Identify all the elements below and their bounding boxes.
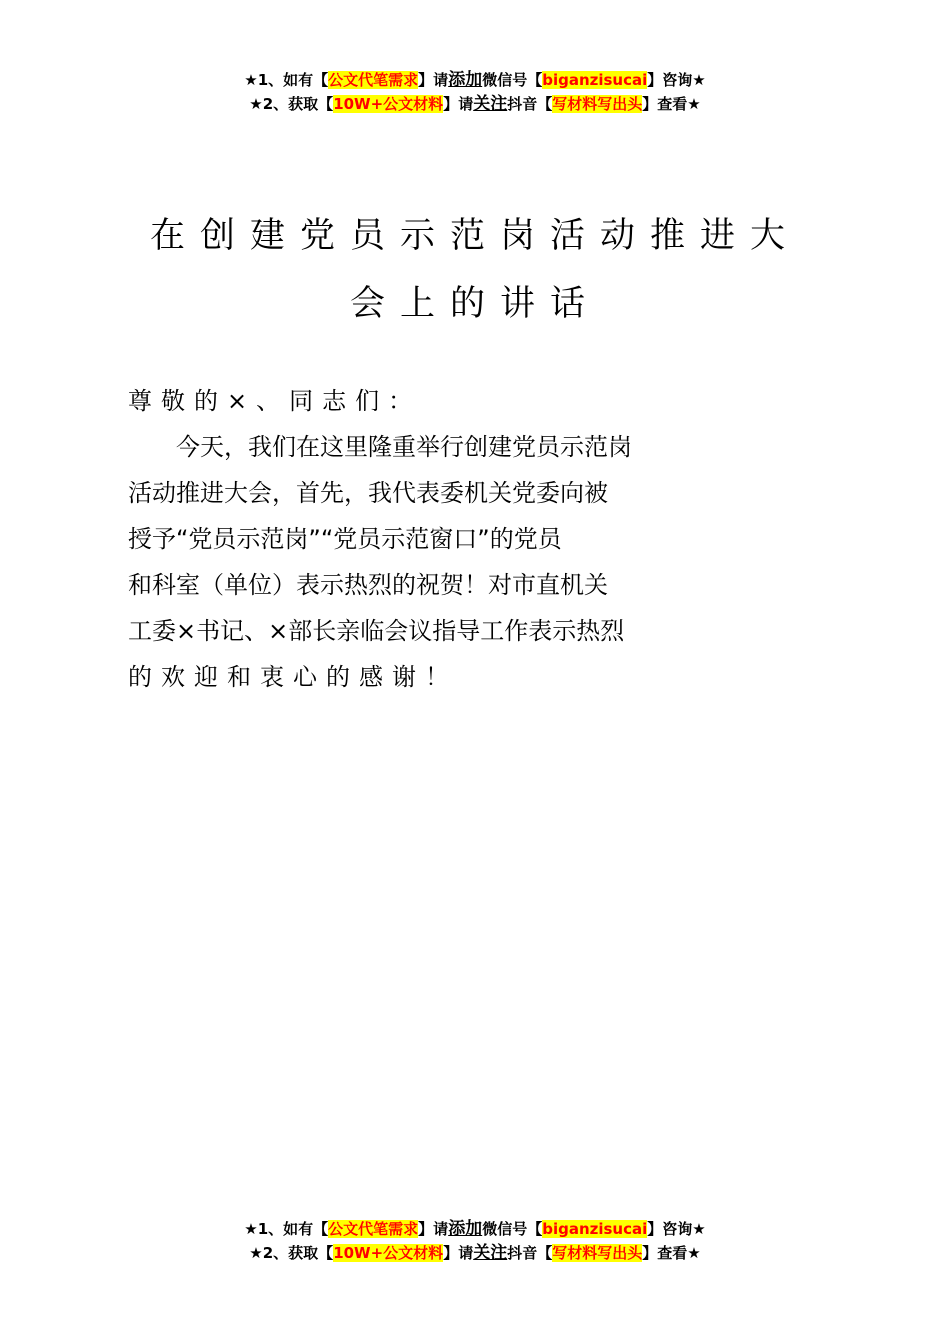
notice-text: 】请 (418, 71, 449, 89)
notice-text: ★1、如有【 (244, 1220, 329, 1238)
footer-notice (0, 1217, 950, 1265)
notice-text: 抖音【 (507, 1244, 553, 1262)
notice-highlight: 10W+公文材料 (333, 95, 444, 113)
header-notice-line-2 (0, 92, 950, 116)
notice-text: 】查看★ (642, 1244, 701, 1262)
notice-underlined: 添加 (448, 1219, 483, 1239)
notice-text: 】查看★ (642, 95, 701, 113)
notice-highlight: 公文代笔需求 (328, 71, 419, 89)
paragraph-line: 授予“党员示范岗”“党员示范窗口”的党员 (128, 525, 562, 553)
paragraph-line: 和科室（单位）表示热烈的祝贺！对市直机关 (128, 571, 608, 599)
notice-highlight: 公文代笔需求 (328, 1220, 419, 1238)
notice-highlight: 写材料写出头 (552, 1244, 643, 1262)
paragraph-line: 活动推进大会，首先，我代表委机关党委向被 (128, 479, 608, 507)
notice-text: 】请 (418, 1220, 449, 1238)
notice-underlined: 添加 (448, 70, 483, 90)
notice-highlight: 写材料写出头 (552, 95, 643, 113)
notice-text: ★2、获取【 (249, 1244, 334, 1262)
notice-text: 】请 (443, 95, 474, 113)
notice-highlight: 10W+公文材料 (333, 1244, 444, 1262)
footer-notice-line-1 (0, 1217, 950, 1241)
notice-text: ★2、获取【 (249, 95, 334, 113)
notice-text: 】咨询★ (647, 71, 706, 89)
header-notice-line-1 (0, 68, 950, 92)
notice-text: ★1、如有【 (244, 71, 329, 89)
paragraph-line: 今天，我们在这里隆重举行创建党员示范岗 (176, 433, 632, 461)
notice-text: 】咨询★ (647, 1220, 706, 1238)
header-notice (0, 68, 950, 116)
salutation: 尊敬的×、同志们： (128, 387, 422, 415)
document-title (0, 202, 950, 338)
notice-underlined: 关注 (473, 1243, 508, 1263)
title-line-2: 会上的讲话 (349, 284, 600, 324)
notice-highlight: biganzisucai (542, 71, 648, 89)
title-line-1: 在创建党员示范岗活动推进大 (149, 216, 800, 256)
notice-underlined: 关注 (473, 94, 508, 114)
footer-notice-line-2 (0, 1241, 950, 1265)
notice-text: 微信号【 (482, 1220, 543, 1238)
notice-highlight: biganzisucai (542, 1220, 648, 1238)
paragraph-line: 工委×书记、×部长亲临会议指导工作表示热烈 (128, 617, 625, 645)
notice-text: 微信号【 (482, 71, 543, 89)
document-body (128, 378, 824, 700)
notice-text: 】请 (443, 1244, 474, 1262)
notice-text: 抖音【 (507, 95, 553, 113)
paragraph-line: 的欢迎和衷心的感谢！ (128, 663, 458, 691)
